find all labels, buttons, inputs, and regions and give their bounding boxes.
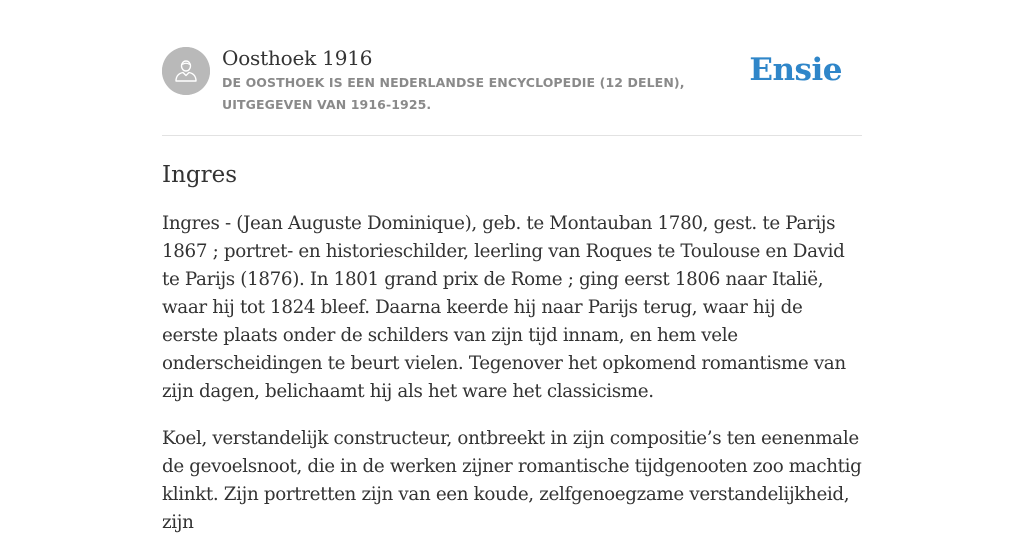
ensie-logo[interactable]: Ensie bbox=[749, 52, 842, 88]
source-title[interactable]: Oosthoek 1916 bbox=[222, 46, 373, 70]
source-info bbox=[222, 44, 762, 116]
source-header bbox=[162, 44, 862, 135]
avatar[interactable] bbox=[162, 47, 210, 95]
article-paragraph: Ingres - (Jean Auguste Dominique), geb. te Montauban 1780, gest. te Parijs 1867 ; portret- en historieschilder, leerling van Roques te Toulouse en David te Parijs (1876). In 1801 grand prix de Rome ; ging eerst 1806 naar Italië, waar hij tot 1824 bleef. Daarna keerde hij naar Parijs terug, waar hij de eerste plaats onder de schilders van zijn tijd innam, en hem vele onderscheidingen te beurt vielen. Tegenover het opkomend romantisme van zijn dagen, belichaamt hij als het ware het classicisme. bbox=[162, 213, 846, 402]
header-divider bbox=[162, 135, 862, 136]
user-icon bbox=[162, 47, 210, 95]
article bbox=[162, 158, 862, 537]
article-paragraph: Koel, verstandelijk constructeur, ontbreekt in zijn compositie’s ten eenenmale de gevoelsnoot, die in de werken zijner romantische tijdgenooten zoo machtig klinkt. Zijn portretten zijn van een koude, zelfgenoegzame verstandelijkheid, zijn bbox=[162, 428, 862, 533]
source-description: DE OOSTHOEK IS EEN NEDERLANDSE ENCYCLOPEDIE (12 DELEN), UITGEGEVEN VAN 1916-1925. bbox=[222, 75, 685, 112]
article-title: Ingres bbox=[162, 162, 238, 188]
